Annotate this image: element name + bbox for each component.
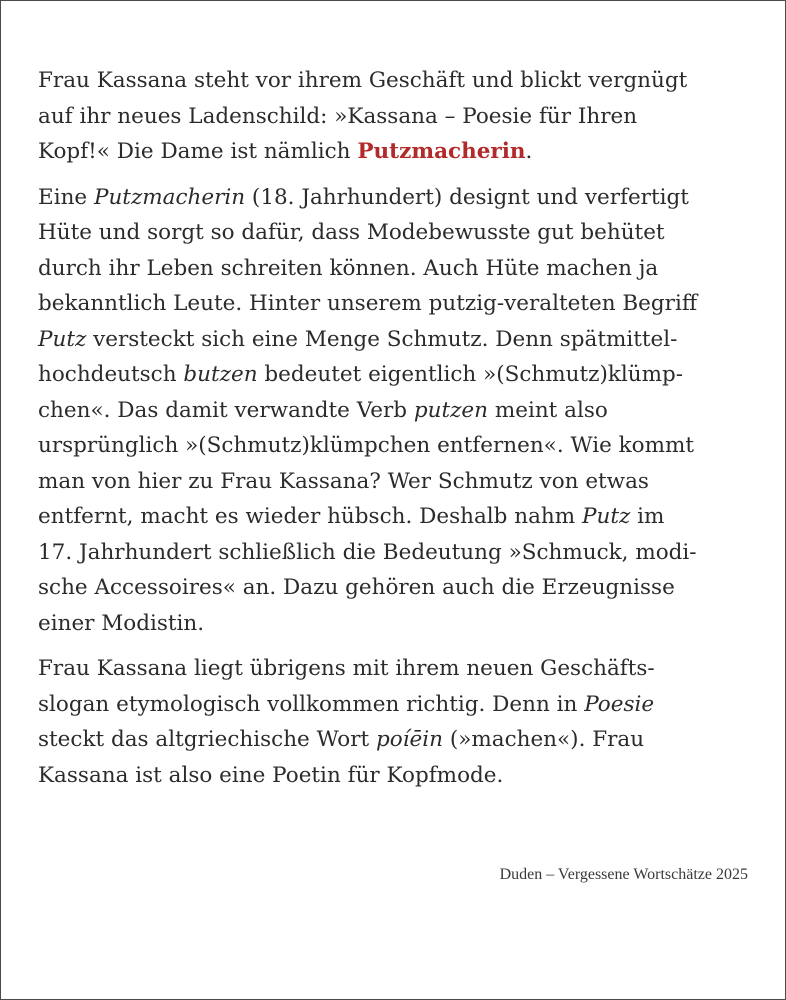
text-line — [38, 215, 754, 251]
article-body — [38, 63, 754, 803]
text-segment: Kassana ist also eine Poetin für Kopfmode. — [38, 762, 504, 788]
text-line — [38, 687, 754, 723]
text-segment: versteckt sich eine Menge Schmutz. Denn spätmittel- — [86, 326, 678, 352]
text-segment: im — [630, 504, 665, 529]
text-segment: meint also — [488, 397, 608, 423]
paragraph — [38, 63, 754, 170]
italic-term: Putz — [38, 326, 87, 352]
text-line — [38, 722, 754, 758]
text-segment: entfernt, macht es wieder hübsch. Deshalb nahm — [38, 504, 582, 529]
text-line — [38, 606, 754, 642]
text-line — [38, 322, 754, 358]
text-segment: bedeutet eigentlich »(Schmutz)klümp- — [257, 362, 684, 387]
text-segment: chen«. Das damit verwandte Verb — [38, 397, 414, 423]
text-line — [38, 134, 754, 170]
text-segment: Kopf!« Die Dame ist nämlich — [38, 139, 358, 164]
text-segment: steckt das altgriechische Wort — [38, 727, 376, 752]
text-line — [38, 99, 754, 135]
text-line — [38, 428, 754, 464]
text-segment: Eine — [38, 184, 94, 210]
text-line — [38, 499, 754, 535]
paragraph — [38, 180, 754, 642]
text-line — [38, 464, 754, 500]
paragraph — [38, 651, 754, 793]
text-line — [38, 286, 754, 322]
text-segment: . — [525, 139, 533, 164]
text-segment: bekanntlich Leute. Hinter unserem putzig-veralteten Begriff — [38, 291, 698, 316]
italic-term: butzen — [183, 362, 258, 387]
text-segment: man von hier zu Frau Kassana? Wer Schmutz von etwas — [38, 468, 649, 494]
text-line — [38, 393, 754, 429]
text-segment: Frau Kassana liegt übrigens mit ihrem neuen Geschäfts- — [38, 656, 655, 681]
italic-term: poíēin — [375, 727, 443, 752]
italic-term: putzen — [413, 397, 489, 423]
text-segment: ursprünglich »(Schmutz)klümpchen entfernen«. Wie kommt — [38, 433, 695, 458]
text-segment: einer Modistin. — [38, 610, 205, 636]
italic-term: Poesie — [584, 691, 655, 717]
text-segment: (»machen«). Frau — [442, 727, 645, 752]
text-line — [38, 570, 754, 606]
text-segment: (18. Jahrhundert) designt und verfertigt — [245, 184, 689, 210]
text-segment: 17. Jahrhundert schließlich die Bedeutung »Schmuck, modi- — [38, 539, 697, 565]
text-line — [38, 651, 754, 687]
text-segment: slogan etymologisch vollkommen richtig. Denn in — [38, 691, 585, 717]
text-line — [38, 63, 754, 99]
italic-term: Putz — [582, 504, 631, 529]
text-segment: durch ihr Leben schreiten können. Auch Hüte machen ja — [38, 255, 659, 281]
footer-credit: Duden – Vergessene Wortschätze 2025 — [499, 866, 748, 883]
highlighted-term: Putzmacherin — [357, 139, 526, 164]
text-segment: hochdeutsch — [38, 362, 184, 387]
text-segment: sche Accessoires« an. Dazu gehören auch die Erzeugnisse — [38, 575, 675, 600]
text-segment: auf ihr neues Ladenschild: »Kassana – Poesie für Ihren — [38, 103, 638, 129]
text-line — [38, 535, 754, 571]
text-line — [38, 357, 754, 393]
text-line — [38, 758, 754, 794]
text-segment: Hüte und sorgt so dafür, dass Modebewusste gut behütet — [38, 220, 665, 245]
italic-term: Putzmacherin — [93, 184, 246, 210]
text-segment: Frau Kassana steht vor ihrem Geschäft und blickt vergnügt — [38, 68, 688, 93]
text-line — [38, 180, 754, 216]
text-line — [38, 251, 754, 287]
